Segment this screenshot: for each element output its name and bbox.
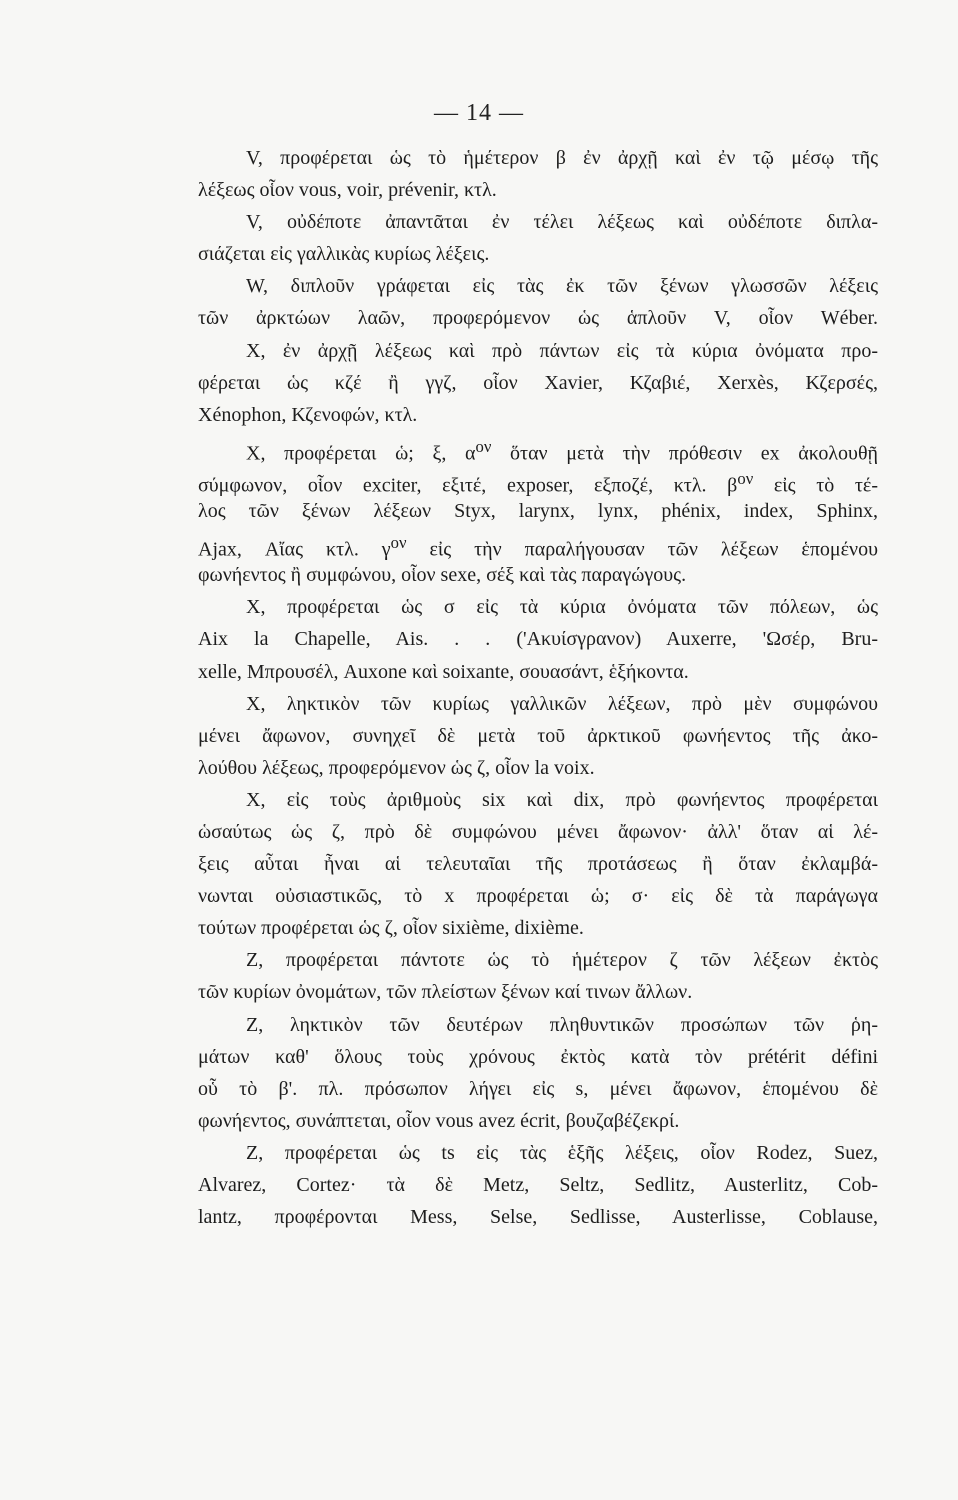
text-line: μένει ἄφωνον, συνηχεῖ δὲ μετὰ τοῦ ἀρκτικοῦ φωνήεντος τῆς ἀκο- [198,724,878,747]
text-line: V, οὐδέποτε ἀπαντᾶται ἐν τέλει λέξεως καὶ οὐδέποτε διπλα- [246,211,878,234]
text-line: V, προφέρεται ὡς τὸ ἡμέτερον β ἐν ἀρχῇ καὶ ἐν τῷ μέσῳ τῆς [246,147,878,169]
text-line: λούθου λέξεως, προφερόμενον ὡς ζ, οἷον la voix. [198,756,595,779]
text-line: X, ἐν ἀρχῇ λέξεως καὶ πρὸ πάντων εἰς τὰ κύρια ὀνόματα προ- [246,339,878,362]
text-line: φωνήεντος, συνάπτεται, οἷον vous avez écrit, βουζαβέζεκρί. [198,1109,680,1132]
text-line: Alvarez, Cortez· τὰ δὲ Metz, Seltz, Sedlitz, Austerlitz, Cob- [198,1174,878,1196]
text-line: ὡσαύτως ὡς ζ, πρὸ δὲ συμφώνου μένει ἄφωνον· ἀλλ' ὅταν αἱ λέ- [198,820,878,843]
text-line: Z, προφέρεται πάντοτε ὡς τὸ ἡμέτερον ζ τῶν λέξεων ἐκτὸς [246,949,878,972]
text-line: Z, ληκτικὸν τῶν δευτέρων πληθυντικῶν προσώπων τῶν ῥη- [246,1013,878,1036]
body-text [198,142,878,1233]
text-line: φωνήεντος ἢ συμφώνου, οἷον sexe, σέξ καὶ τὰς παραγώγους. [198,564,687,587]
text-line: X, προφέρεται ὡς σ εἰς τὰ κύρια ὀνόματα τῶν πόλεων, ὡς [246,596,878,619]
page-number: — 14 — [434,100,524,126]
text-line: X, ληκτικὸν τῶν κυρίως γαλλικῶν λέξεων, πρὸ μὲν συμφώνου [246,692,878,715]
text-line: λέξεως οἷον vous, voir, prévenir, κτλ. [198,179,497,202]
text-line: lantz, προφέρονται Mess, Selse, Sedlisse, Austerlisse, Coblause, [198,1206,878,1229]
text-line: σύμφωνον, οἷον exciter, εξιτέ, exposer, εξποζέ, κτλ. $\beta^{o\nu}$ εἰς τὸ τέ- [198,468,878,497]
text-line: σιάζεται εἰς γαλλικὰς κυρίως λέξεις. [198,243,490,266]
text-line: X, εἰς τοὺς ἀριθμοὺς six καὶ dix, πρὸ φωνήεντος προφέρεται [246,788,878,811]
text-line: τῶν ἀρκτώων λαῶν, προφερόμενον ὡς ἁπλοῦν V, οἷον Wéber. [198,307,878,330]
text-line: X, προφέρεται ὡ; ξ, $\alpha^{o\nu}$ ὅταν μετὰ τὴν πρόθεσιν ex ἀκολουθῇ [246,436,878,465]
text-line: Ajax, Αἴας κτλ. $\gamma^{o\nu}$ εἰς τὴν παραλήγουσαν τῶν λέξεων ἑπομένου [198,533,878,561]
text-line: νωνται οὐσιαστικῶς, τὸ x προφέρεται ὡ; σ· εἰς δὲ τὰ παράγωγα [198,885,878,908]
text-line: φέρεται ὡς κζέ ἢ γγζ, οἷον Xavier, Κζαβιέ, Xerxès, Κζερσές, [198,371,878,394]
text-line: ξεις αὗται ἦναι αἱ τελευταῖαι τῆς προτάσεως ἢ ὅταν ἐκλαμβά- [198,853,878,876]
text-line: λος τῶν ξένων λέξεων Styx, larynx, lynx, phénix, index, Sphinx, [198,500,878,523]
text-line: Aix la Chapelle, Ais. . . ('Ακυίσγρανον) Auxerre, 'Ωσέρ, Bru- [198,628,878,651]
text-line: τῶν κυρίων ὀνομάτων, τῶν πλείστων ξένων καί τινων ἄλλων. [198,981,693,1004]
text-line: Z, προφέρεται ὡς ts εἰς τὰς ἑξῆς λέξεις, οἷον Rodez, Suez, [246,1141,878,1164]
text-line: W, διπλοῦν γράφεται εἰς τὰς ἐκ τῶν ξένων γλωσσῶν λέξεις [246,275,878,298]
text-line: τούτων προφέρεται ὡς ζ, οἷον sixième, dixième. [198,917,584,940]
text-line: οὗ τὸ β'. πλ. πρόσωπον λήγει εἰς s, μένει ἄφωνον, ἑπομένου δὲ [198,1077,878,1100]
text-line: μάτων καθ' ὅλους τοὺς χρόνους ἐκτὸς κατὰ τὸν prétérit défini [198,1045,878,1068]
text-line: xelle, Μπρουσέλ, Auxone καὶ soixante, σουασάντ, ἑξήκοντα. [198,660,689,683]
text-line: Xénophon, Κζενοφών, κτλ. [198,403,418,426]
